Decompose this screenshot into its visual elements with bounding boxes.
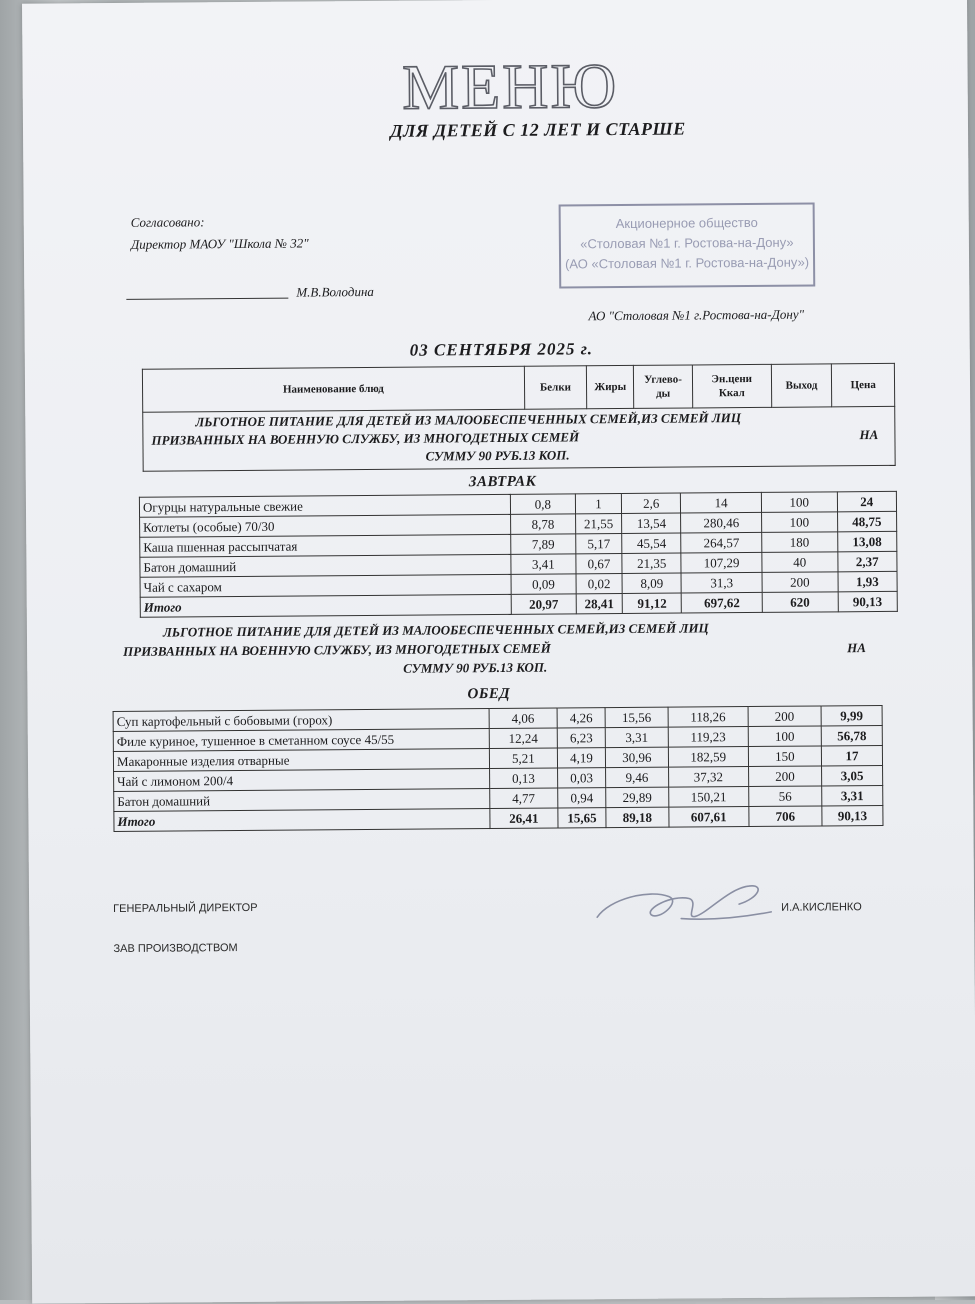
cell-energy: 31,3 — [681, 572, 762, 593]
cell-protein: 8,78 — [510, 514, 575, 535]
cell-price: 1,93 — [838, 571, 898, 591]
column-header-carbs — [634, 365, 693, 408]
cell-name: Котлеты (особые) 70/30 — [140, 514, 511, 537]
cell-protein: 0,8 — [510, 494, 575, 515]
cell-yield: 100 — [761, 512, 837, 533]
cell-name: Чай с лимоном 200/4 — [114, 769, 490, 792]
cell-yield: 150 — [748, 746, 821, 767]
benefit-notice-breakfast — [142, 407, 895, 472]
cell-carbs: 9,46 — [606, 767, 669, 787]
cell-fat: 0,02 — [576, 574, 622, 594]
cell-fat: 6,23 — [557, 728, 605, 748]
cell-carbs: 30,96 — [605, 747, 668, 767]
cell-carbs: 45,54 — [622, 533, 682, 553]
cell-yield: 40 — [762, 552, 838, 573]
approval-director: Директор МАОУ "Школа № 32" — [130, 235, 309, 252]
cell-price: 3,05 — [822, 765, 883, 785]
director-name: И.А.КИСЛЕНКО — [781, 901, 862, 914]
cell-fat: 0,67 — [576, 554, 622, 574]
production-head-label: ЗАВ ПРОИЗВОДСТВОМ — [113, 942, 238, 956]
cell-name: Чай с сахаром — [140, 574, 511, 597]
cell-carbs: 2,6 — [622, 493, 682, 513]
cell-price: 2,37 — [837, 551, 897, 571]
cell-energy: 107,29 — [681, 552, 762, 573]
organization-name: АО "Столовая №1 г.Ростова-на-Дону" — [588, 306, 805, 324]
notice-line-3: СУММУ 90 РУБ.13 КОП. — [425, 447, 570, 464]
general-director-label: ГЕНЕРАЛЬНЫЙ ДИРЕКТОР — [113, 901, 258, 916]
cell-fat: 5,17 — [576, 534, 622, 554]
lunch-table — [113, 705, 884, 832]
cell-name: Каша пшенная рассыпчатая — [140, 534, 511, 557]
column-header-fat: Жиры — [587, 365, 634, 408]
breakfast-table — [139, 491, 898, 618]
column-header-yield: Выход — [771, 364, 832, 407]
stamp-line-2: «Столовая №1 г. Ростова-на-Дону» — [580, 234, 794, 252]
cell-carbs: 29,89 — [606, 787, 669, 807]
cell-protein: 4,77 — [489, 788, 558, 809]
approval-signatory: М.В.Володина — [296, 283, 374, 300]
cell-carbs: 15,56 — [605, 707, 668, 727]
cell-name: Батон домашний — [114, 789, 490, 812]
cell-energy: 182,59 — [668, 747, 748, 768]
column-header-energy-l2: Ккал — [718, 387, 745, 400]
cell-price: 90,13 — [838, 591, 898, 611]
cell-fat: 21,55 — [575, 514, 621, 534]
notice2-line-1: ЛЬГОТНОЕ ПИТАНИЕ ДЛЯ ДЕТЕЙ ИЗ МАЛООБЕСПЕЧЕННЫХ СЕМЕЙ,ИЗ СЕМЕЙ ЛИЦ — [162, 620, 709, 640]
cell-protein: 0,09 — [511, 574, 576, 595]
stamp-line-3: (АО «Столовая №1 г. Ростова-на-Дону») — [564, 254, 810, 272]
cell-yield: 100 — [748, 726, 821, 747]
organization-stamp — [559, 202, 816, 288]
menu-subtitle: ДЛЯ ДЕТЕЙ С 12 ЛЕТ И СТАРШЕ — [390, 118, 686, 141]
cell-protein: 3,41 — [511, 554, 576, 575]
cell-yield: 200 — [762, 572, 838, 593]
signature-line — [126, 298, 288, 300]
approval-label: Согласовано: — [130, 214, 205, 230]
notice2-line-2: ПРИЗВАННЫХ НА ВОЕННУЮ СЛУЖБУ, ИЗ МНОГОДЕТНЫХ СЕМЕЙ — [123, 640, 551, 659]
cell-price: 13,08 — [837, 531, 897, 551]
notice-line-2-end: НА — [859, 426, 879, 443]
cell-fat: 1 — [575, 494, 621, 514]
cell-price: 90,13 — [822, 805, 883, 825]
cell-energy: 118,26 — [668, 707, 748, 728]
cell-fat: 4,19 — [557, 748, 605, 768]
cell-price: 17 — [821, 745, 882, 765]
notice-line-2: ПРИЗВАННЫХ НА ВОЕННУЮ СЛУЖБУ, ИЗ МНОГОДЕТНЫХ СЕМЕЙ — [151, 429, 580, 448]
cell-protein: 20,97 — [511, 594, 576, 615]
column-header-energy — [692, 364, 771, 408]
cell-protein: 4,06 — [489, 708, 558, 729]
cell-price: 48,75 — [837, 511, 897, 531]
cell-fat: 28,41 — [576, 594, 622, 614]
cell-name: Итого — [140, 594, 511, 617]
notice2-line-2-end: НА — [847, 640, 866, 656]
cell-price: 24 — [837, 491, 897, 511]
cell-energy: 264,57 — [681, 532, 762, 553]
cell-name: Филе куриное, тушенное в сметанном соусе 45/55 — [113, 729, 489, 752]
cell-name: Итого — [114, 809, 490, 832]
cell-protein: 7,89 — [511, 534, 576, 555]
stamp-line-1: Акционерное общество — [615, 214, 758, 232]
cell-yield: 706 — [749, 806, 822, 827]
cell-carbs: 21,35 — [622, 553, 682, 573]
cell-price: 3,31 — [822, 785, 883, 805]
cell-fat: 0,03 — [558, 768, 606, 788]
cell-name: Макаронные изделия отварные — [113, 749, 489, 772]
cell-energy: 119,23 — [668, 727, 748, 748]
cell-fat: 4,26 — [557, 708, 605, 728]
column-header-carbs-l1: Углево- — [644, 373, 682, 386]
breakfast-title: ЗАВТРАК — [468, 473, 537, 491]
cell-name: Суп картофельный с бобовыми (горох) — [113, 709, 489, 732]
menu-date: 03 СЕНТЯБРЯ 2025 г. — [409, 339, 594, 360]
cell-carbs: 8,09 — [622, 573, 682, 593]
cell-yield: 56 — [748, 786, 821, 807]
cell-carbs: 3,31 — [605, 727, 668, 747]
column-header-name: Наименование блюд — [142, 366, 524, 412]
column-header-price: Цена — [832, 363, 895, 406]
cell-protein: 12,24 — [489, 728, 558, 749]
cell-energy: 150,21 — [668, 787, 748, 808]
signature-icon — [589, 868, 780, 939]
cell-name: Огурцы натуральные свежие — [139, 494, 510, 517]
cell-yield: 100 — [761, 492, 837, 513]
cell-energy: 280,46 — [681, 512, 762, 533]
menu-sheet — [22, 0, 975, 1304]
cell-yield: 200 — [748, 766, 821, 787]
cell-energy: 697,62 — [682, 592, 763, 613]
notice-line-1: ЛЬГОТНОЕ ПИТАНИЕ ДЛЯ ДЕТЕЙ ИЗ МАЛООБЕСПЕЧЕННЫХ СЕМЕЙ,ИЗ СЕМЕЙ ЛИЦ — [195, 410, 742, 430]
cell-carbs: 91,12 — [622, 593, 682, 613]
menu-title: МЕНЮ — [401, 50, 619, 123]
cell-energy: 607,61 — [669, 807, 749, 828]
cell-name: Батон домашний — [140, 554, 511, 577]
column-header-carbs-l2: ды — [656, 387, 671, 400]
cell-fat: 0,94 — [558, 788, 606, 808]
column-header-table — [142, 363, 895, 413]
cell-price: 9,99 — [821, 705, 882, 725]
cell-energy: 37,32 — [668, 767, 748, 788]
cell-protein: 0,13 — [489, 768, 558, 789]
column-header-protein: Белки — [524, 366, 587, 409]
cell-protein: 26,41 — [490, 808, 559, 829]
column-header-energy-l1: Эн.цени — [711, 372, 753, 386]
cell-price: 56,78 — [821, 725, 882, 745]
cell-fat: 15,65 — [558, 808, 606, 828]
cell-yield: 180 — [762, 532, 838, 553]
notice2-line-3: СУММУ 90 РУБ.13 КОП. — [403, 659, 548, 676]
cell-protein: 5,21 — [489, 748, 558, 769]
cell-carbs: 89,18 — [606, 807, 669, 827]
cell-carbs: 13,54 — [622, 513, 682, 533]
lunch-title: ОБЕД — [467, 685, 511, 703]
cell-yield: 200 — [748, 706, 821, 727]
cell-energy: 14 — [681, 492, 762, 513]
cell-yield: 620 — [762, 592, 838, 613]
